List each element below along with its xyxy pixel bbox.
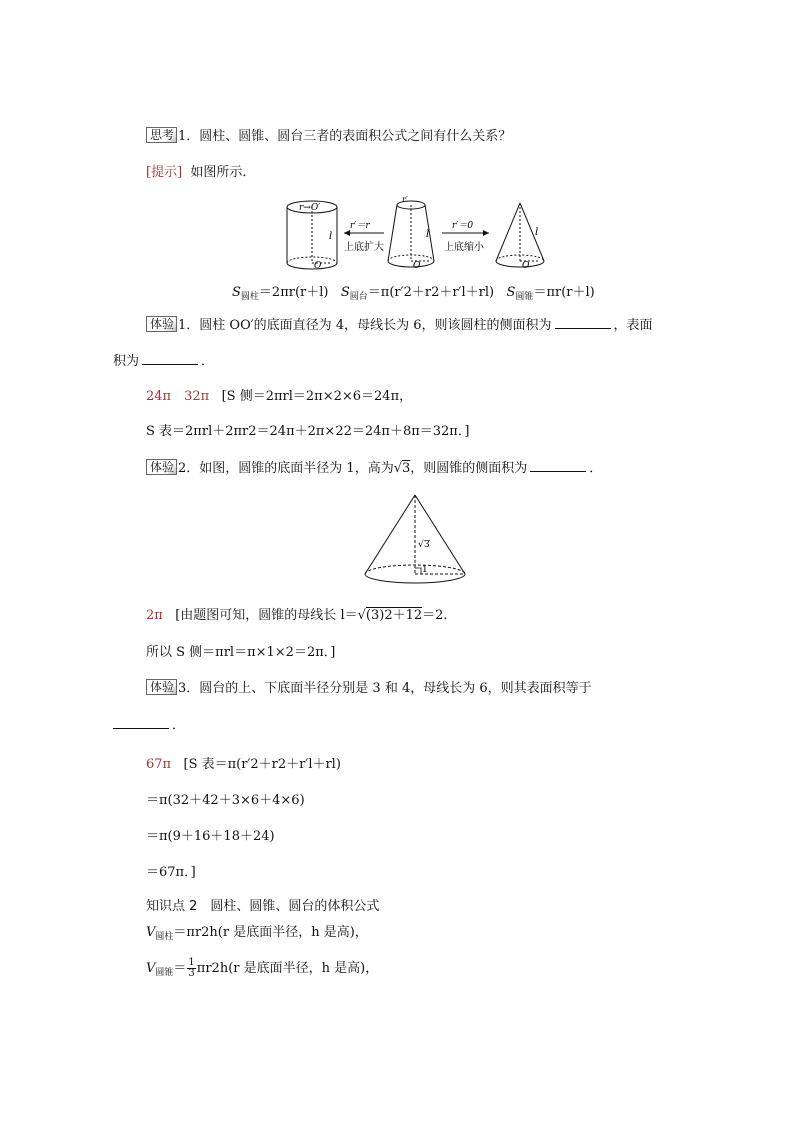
ex3-solution-line2 <box>146 792 305 810</box>
ex3-question-line2 <box>113 716 185 735</box>
think-tag: 思考 <box>146 127 177 143</box>
hint-label: [提示] <box>146 165 183 180</box>
cylinder-bottom-label: O <box>314 261 322 271</box>
frustum-top-label: r′ <box>402 195 408 204</box>
ex2-sol1: [由题图可知，圆锥的母线长 l＝ <box>175 608 358 623</box>
ex1-blank1[interactable] <box>555 316 611 329</box>
ex1-blank2[interactable] <box>142 352 198 365</box>
kp2-v2-num: 1 <box>188 957 195 968</box>
frustum-l-label: l <box>426 229 430 240</box>
kp2-v1: ＝πr2h(r 是底面半径，h 是高)， <box>173 925 368 940</box>
ex3-question-line1 <box>146 680 592 698</box>
formula-cone-sub: 圆锥 <box>515 292 534 302</box>
arrow-left-top: r′＝r <box>350 221 370 231</box>
arrow-left-bottom: 上底扩大 <box>344 242 384 253</box>
ex1-answer: 24π 32π <box>146 389 210 404</box>
ex3-sol3: ＝π(9＋16＋18＋24) <box>146 829 275 844</box>
ex2-blank[interactable] <box>530 459 586 472</box>
ex3-solution-line1 <box>146 756 341 774</box>
arrow-right-top: r′＝0 <box>452 221 474 231</box>
cone-fig-r: 1 <box>422 565 428 575</box>
ex2-sqrt3: 3 <box>402 461 411 476</box>
hint-text: 如图所示． <box>190 165 256 180</box>
ex1-solution-line1 <box>146 388 412 406</box>
ex3-sol2: ＝π(32＋42＋3×6＋4×6) <box>146 793 305 808</box>
cylinder-drawing <box>287 201 337 271</box>
ex3-tag: 体验 <box>146 679 177 695</box>
cone-fig-sqrt-symbol: √ <box>418 540 424 550</box>
formula-frus: ＝π(r′2＋r2＋r′l＋rl) <box>367 285 495 300</box>
kp2-v2-line: $V_{圆锥}=$ $\frac{1}{3}$ πr2h(r 是底面半径，h 是高)， <box>146 957 379 979</box>
arrow-left <box>344 221 384 253</box>
ex2-solution-line2 <box>146 644 335 662</box>
ex2-sol1b: (3)2＋12 <box>365 608 423 623</box>
ex1-q3: 积为 <box>113 354 140 369</box>
ex1-question-line2 <box>113 352 214 371</box>
ex3-solution-line3 <box>146 828 275 846</box>
kp2-v2-den: 3 <box>188 968 195 979</box>
cone-bottom-label: O <box>522 261 530 271</box>
ex2-q1: 2．如图，圆锥的底面半径为 1，高为 <box>178 461 394 476</box>
ex3-blank[interactable] <box>113 716 169 729</box>
ex2-answer: 2π <box>146 608 163 623</box>
ex1-question-line1 <box>146 316 653 335</box>
kp2-v1-line: $V_{圆柱}=\pi r2h(r$ 是底面半径，h 是高)， <box>146 925 368 942</box>
ex2-sqrt-symbol: √ <box>357 608 366 623</box>
ex1-sol1: [S 侧＝2πrl＝2π×2×6＝24π， <box>221 389 413 404</box>
arrow-right-bottom: 上底缩小 <box>444 242 484 253</box>
cone-drawing <box>496 203 544 271</box>
think-question-line <box>146 128 511 146</box>
hint-line <box>146 164 255 182</box>
ex2-q3: ． <box>589 461 603 476</box>
ex3-sol4: ＝67π．] <box>146 865 196 880</box>
ex3-solution-line4 <box>146 864 196 882</box>
solids-relation-figure <box>284 195 549 275</box>
sqrt-symbol: √ <box>393 461 402 476</box>
surface-formulas: $S_{圆柱}=2\pi r(r+l)$ $S_{圆台}=\pi(r'2+r2+r'l+rl)$ $S_{圆锥}=\pi r(r+l)$ <box>232 285 595 302</box>
formula-cyl: ＝2πr(r＋l) <box>258 285 329 300</box>
ex1-tag: 体验 <box>146 316 177 332</box>
ex2-solution-line1 <box>146 607 456 625</box>
kp2-v2-sub: 圆锥 <box>155 968 174 978</box>
ex1-q1: 1．圆柱 OO′的底面直径为 4，母线长为 6，则该圆柱的侧面积为 <box>178 318 552 333</box>
ex2-tag: 体验 <box>146 459 177 475</box>
arrow-right <box>442 221 489 253</box>
formula-cyl-sub: 圆柱 <box>240 292 259 302</box>
ex3-sol1: [S 表＝π(r′2＋r2＋r′l＋rl) <box>183 757 341 772</box>
ex1-q2: ，表面 <box>613 318 653 333</box>
formula-frus-sub: 圆台 <box>349 292 368 302</box>
ex2-question-line <box>146 459 602 478</box>
cylinder-l-label: l <box>329 231 333 242</box>
kp2-v1-sub: 圆柱 <box>155 932 174 942</box>
ex1-q4: ． <box>201 354 215 369</box>
ex3-q2: ． <box>172 718 186 733</box>
cone-l-label: l <box>535 227 539 238</box>
formula-cone: ＝πr(r＋l) <box>533 285 595 300</box>
kp2-v2-fraction <box>187 958 195 979</box>
ex2-sol1c: ＝2． <box>422 608 457 623</box>
kp2-v2: πr2h(r 是底面半径，h 是高)， <box>196 961 379 976</box>
ex1-solution-line2 <box>146 423 469 441</box>
ex1-sol2: S 表＝2πrl＋2πr2＝24π＋2π×22＝24π＋8π＝32π．] <box>146 424 470 439</box>
kp2-title: 知识点 2 圆柱、圆锥、圆台的体积公式 <box>146 899 380 914</box>
frustum-drawing <box>388 195 434 271</box>
ex3-q1: 3．圆台的上、下底面半径分别是 3 和 4，母线长为 6，则其表面积等于 <box>178 681 592 696</box>
ex2-sol2: 所以 S 侧＝πrl＝π×1×2＝2π．] <box>146 645 336 660</box>
cone-fig-h: 3 <box>424 540 430 550</box>
ex2-q2: ，则圆锥的侧面积为 <box>410 461 528 476</box>
cylinder-top-label: r→O′ <box>299 203 321 213</box>
ex3-answer: 67π <box>146 757 172 772</box>
frustum-bottom-label: O <box>413 261 421 271</box>
think-question: 1．圆柱、圆锥、圆台三者的表面积公式之间有什么关系？ <box>178 129 512 144</box>
cone-figure <box>360 490 470 590</box>
